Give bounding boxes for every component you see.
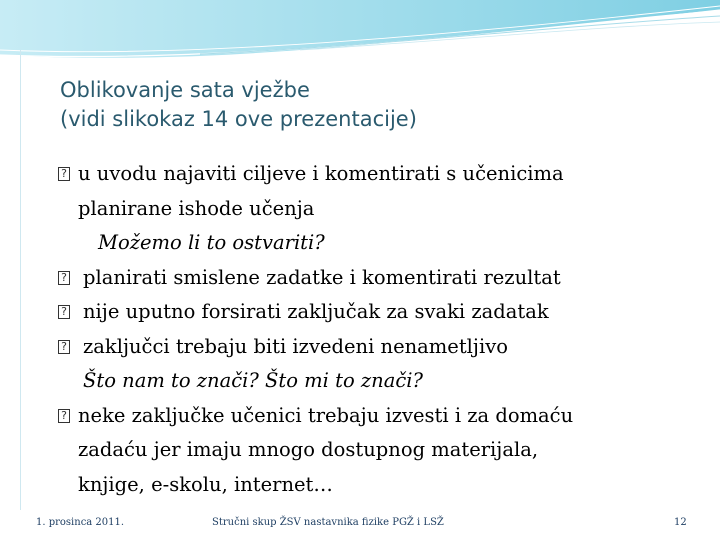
missing-glyph-bullet-icon: [58, 305, 70, 319]
list-item-text: u uvodu najaviti ciljeve i komentirati s učenicima: [78, 162, 564, 185]
missing-glyph-bullet-icon: [58, 167, 70, 181]
missing-glyph-bullet-icon: [58, 271, 70, 285]
list-item: [58, 295, 678, 330]
footer-date: 1. prosinca 2011.: [36, 517, 125, 528]
list-item-question: Možemo li to ostvariti?: [98, 231, 325, 254]
list-item: [58, 330, 678, 399]
list-item-text: nije uputno forsirati zaključak za svaki zadatak: [83, 300, 549, 323]
list-item-text: zaključci trebaju biti izvedeni nenametljivo: [83, 334, 508, 358]
missing-glyph-bullet-icon: [58, 409, 70, 423]
list-item: [58, 261, 678, 296]
list-item-text: planirane ishode učenja: [78, 196, 315, 220]
slide-title: [60, 76, 660, 134]
list-item-text: planirati smislene zadatke i komentirati rezultat: [83, 265, 561, 289]
bullet-list: [58, 157, 678, 502]
list-item: [58, 399, 678, 503]
list-item-text: zadaću jer imaju mnogo dostupnog materijala,: [78, 438, 539, 461]
list-item-question: Što nam to znači? Što mi to znači?: [83, 369, 423, 392]
list-item-text: knjige, e-skolu, internet…: [78, 472, 333, 496]
footer-page-number: 12: [674, 517, 687, 528]
list-item: [58, 157, 678, 261]
list-item-text: neke zaključke učenici trebaju izvesti i za domaću: [78, 403, 574, 427]
slide-title-line-2: (vidi slikokaz 14 ove prezentacije): [60, 107, 417, 131]
slide-title-line-1: Oblikovanje sata vježbe: [60, 78, 310, 102]
footer-event-name: Stručni skup ŽSV nastavnika fizike PGŽ i LSŽ: [212, 517, 444, 528]
missing-glyph-bullet-icon: [58, 340, 70, 354]
